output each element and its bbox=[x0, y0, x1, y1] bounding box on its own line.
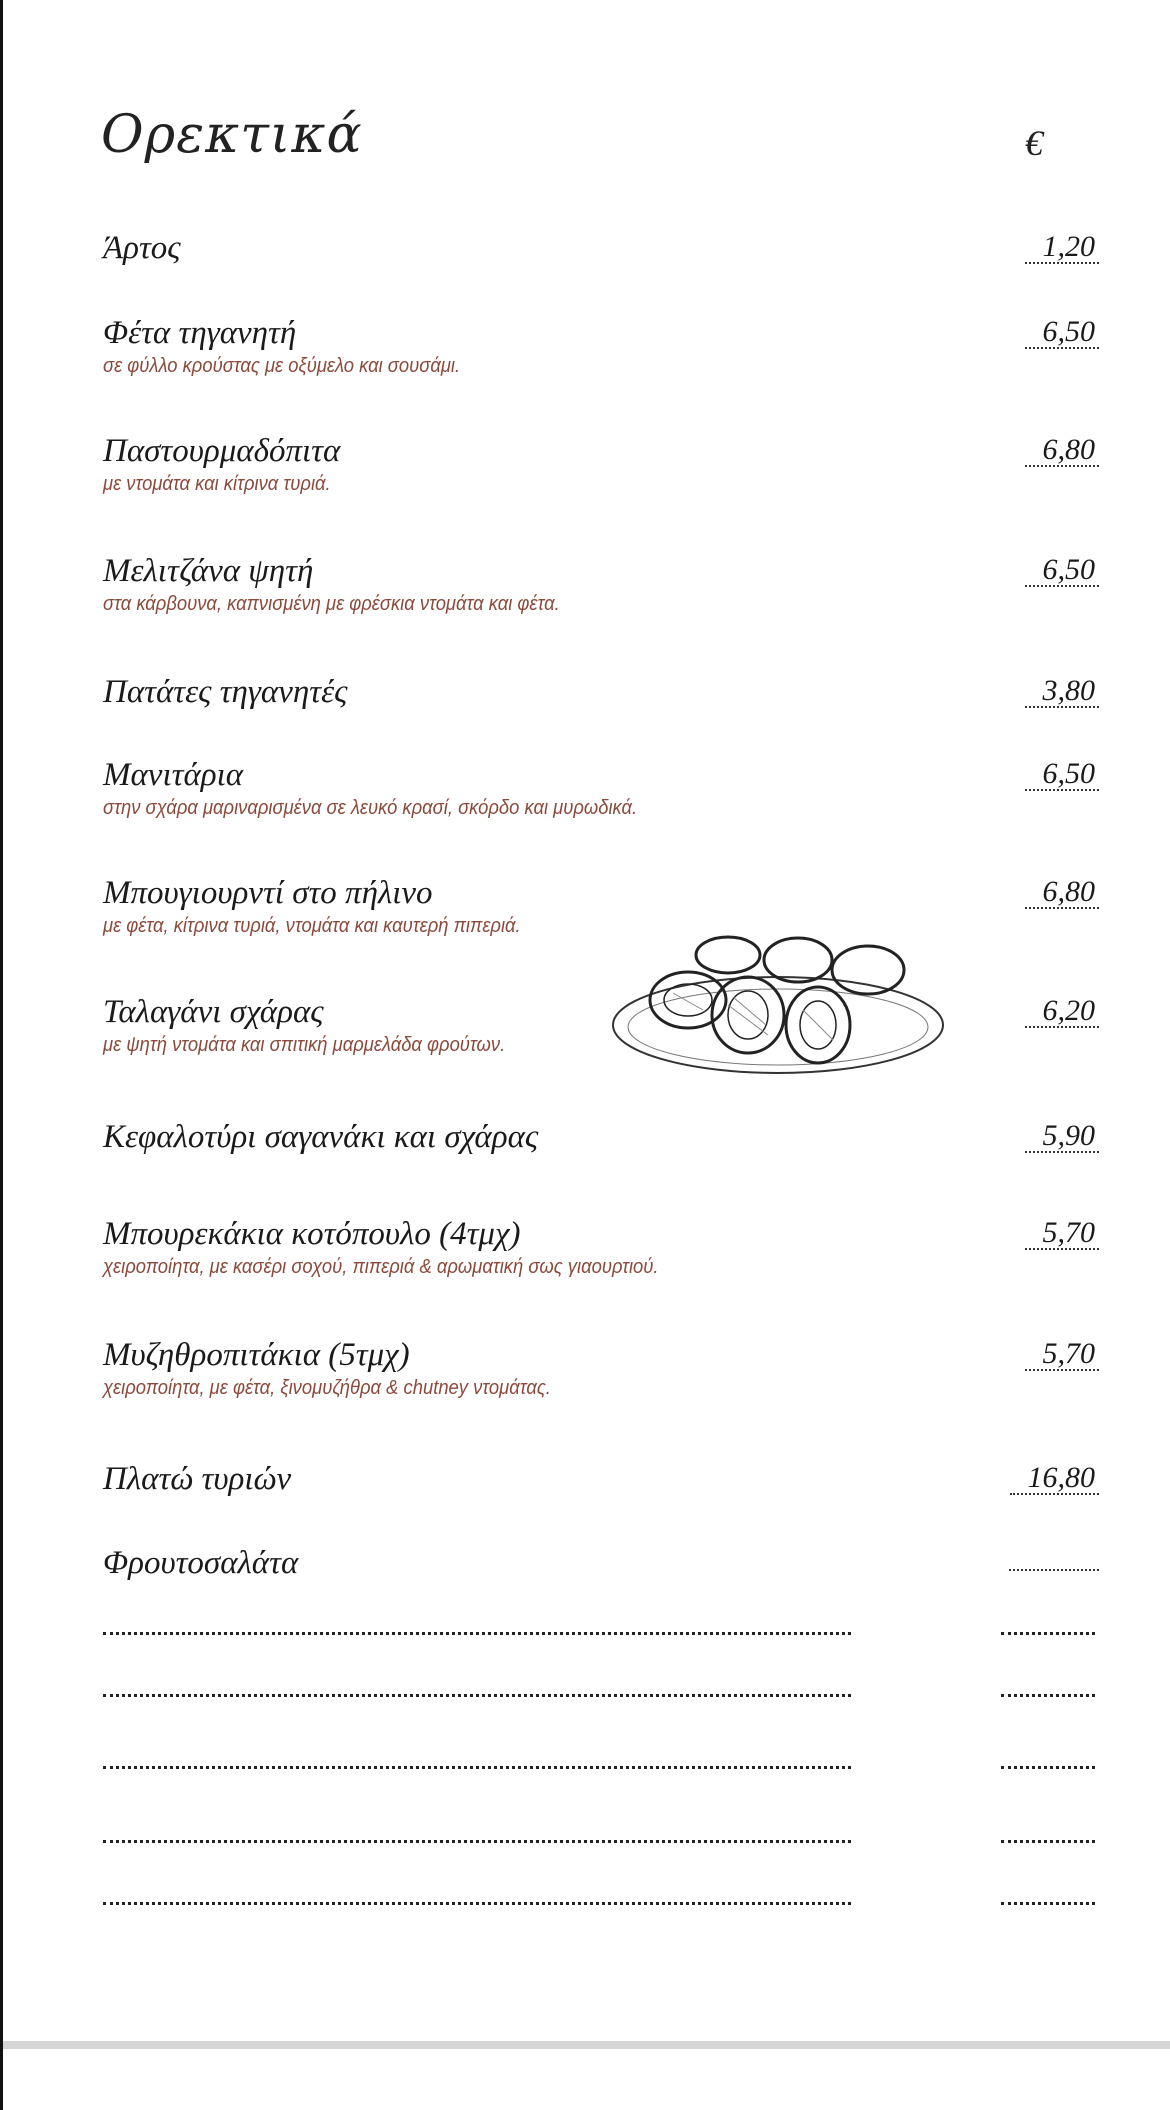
item-price: 6,50 bbox=[1025, 759, 1100, 791]
item-name: Πλατώ τυριών bbox=[103, 1461, 292, 1497]
menu-item bbox=[103, 1543, 1103, 1583]
menu-item bbox=[103, 755, 1103, 821]
item-description: στην σχάρα μαριναρισμένα σε λευκό κρασί, σκόρδο και μυρωδικά. bbox=[103, 797, 638, 819]
blank-item-line bbox=[103, 1766, 851, 1769]
item-name: Άρτος bbox=[103, 230, 181, 266]
item-description: σε φύλλο κρούστας με οξύμελο και σουσάμι. bbox=[103, 355, 461, 377]
blank-item-line bbox=[103, 1902, 851, 1905]
bottom-divider bbox=[3, 2041, 1170, 2049]
item-price: 6,80 bbox=[1025, 877, 1100, 909]
menu-item bbox=[103, 1459, 1103, 1499]
currency-header: € bbox=[1025, 123, 1043, 163]
menu-item bbox=[103, 551, 1103, 617]
item-price: 5,70 bbox=[1025, 1218, 1100, 1250]
menu-item bbox=[103, 1335, 1103, 1401]
menu-item bbox=[103, 313, 1103, 379]
item-name: Φρουτοσαλάτα bbox=[103, 1545, 299, 1581]
item-description: με φέτα, κίτρινα τυριά, ντομάτα και καυτερή πιπεριά. bbox=[103, 915, 521, 937]
item-price: 6,20 bbox=[1025, 996, 1100, 1028]
item-price: 3,80 bbox=[1025, 676, 1100, 708]
item-name: Ταλαγάνι σχάρας bbox=[103, 994, 324, 1030]
blank-item-line bbox=[103, 1632, 851, 1635]
item-description: με ψητή ντομάτα και σπιτική μαρμελάδα φρούτων. bbox=[103, 1034, 506, 1056]
item-price: 16,80 bbox=[1010, 1463, 1100, 1495]
item-name: Κεφαλοτύρι σαγανάκι και σχάρας bbox=[103, 1119, 539, 1155]
item-description: με ντομάτα και κίτρινα τυριά. bbox=[103, 473, 331, 495]
item-name: Μπουγιουρντί στο πήλινο bbox=[103, 875, 433, 911]
menu-item bbox=[103, 228, 1103, 268]
section-title: Ορεκτικά bbox=[101, 105, 363, 165]
blank-price-line bbox=[1001, 1902, 1095, 1905]
menu-item bbox=[103, 1117, 1103, 1157]
item-price: 5,70 bbox=[1025, 1339, 1100, 1371]
item-name: Πατάτες τηγανητές bbox=[103, 674, 348, 710]
item-description: χειροποίητα, με κασέρι σοχού, πιπεριά & αρωματική σως γιαουρτιού. bbox=[103, 1256, 659, 1278]
item-description: στα κάρβουνα, καπνισμένη με φρέσκια ντομάτα και φέτα. bbox=[103, 593, 560, 615]
item-price: 6,50 bbox=[1025, 317, 1100, 349]
item-name: Μπουρεκάκια κοτόπουλο (4τμχ) bbox=[103, 1216, 521, 1252]
blank-price-line bbox=[1001, 1694, 1095, 1697]
item-description: χειροποίητα, με φέτα, ξινομυζήθρα & chutney ντομάτας. bbox=[103, 1377, 551, 1399]
blank-item-line bbox=[103, 1694, 851, 1697]
blank-price-line bbox=[1001, 1840, 1095, 1843]
blank-price-line bbox=[1001, 1632, 1095, 1635]
blank-price-line bbox=[1001, 1766, 1095, 1769]
blank-item-line bbox=[103, 1840, 851, 1843]
menu-item bbox=[103, 873, 1103, 939]
item-name: Μελιτζάνα ψητή bbox=[103, 553, 314, 589]
calamari-plate-illustration bbox=[608, 915, 948, 1085]
item-name: Μυζηθροπιτάκια (5τμχ) bbox=[103, 1337, 410, 1373]
menu-item bbox=[103, 1214, 1103, 1280]
item-price bbox=[1009, 1547, 1099, 1571]
menu-item bbox=[103, 431, 1103, 497]
item-price: 6,50 bbox=[1025, 555, 1100, 587]
menu-item bbox=[103, 992, 1103, 1058]
item-name: Παστουρμαδόπιτα bbox=[103, 433, 341, 469]
item-name: Μανιτάρια bbox=[103, 757, 244, 793]
item-price: 1,20 bbox=[1025, 232, 1100, 264]
item-price: 6,80 bbox=[1025, 435, 1100, 467]
item-name: Φέτα τηγανητή bbox=[103, 315, 297, 351]
item-price: 5,90 bbox=[1025, 1121, 1100, 1153]
menu-item bbox=[103, 672, 1103, 712]
